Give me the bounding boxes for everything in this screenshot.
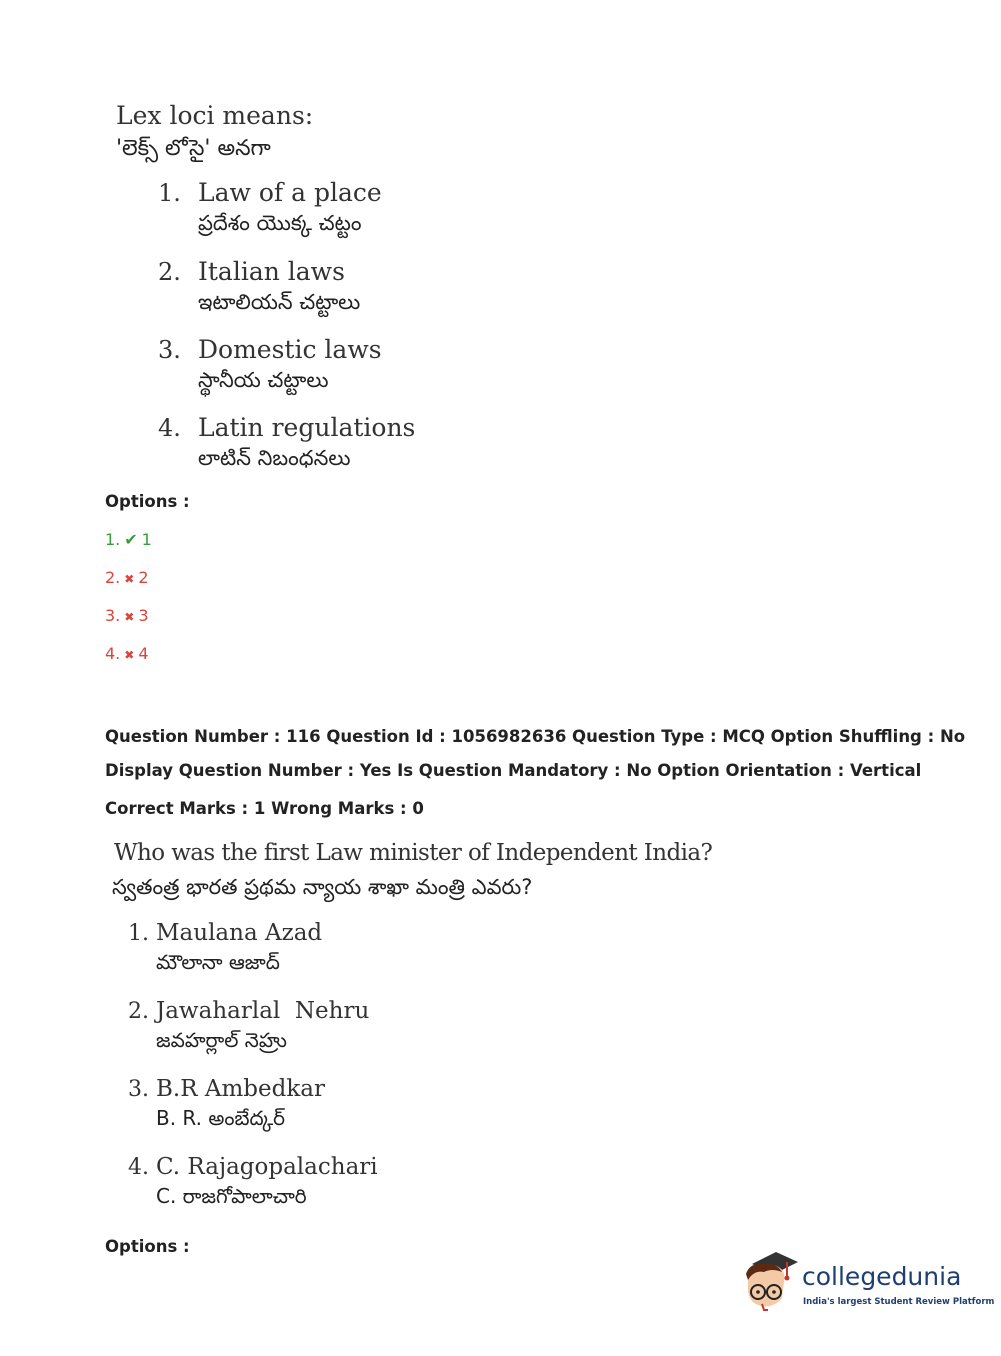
answer-option-3 — [105, 606, 149, 625]
option-number: 3. — [158, 336, 181, 364]
question-option-3 — [158, 335, 382, 398]
option-number: 4. — [128, 1155, 149, 1180]
answer-value: 2 — [138, 568, 149, 587]
question-meta-line-2: Display Question Number : Yes Is Question Mandatory : No Option Orientation : Vertical — [105, 761, 922, 780]
options-label: Options : — [105, 1237, 190, 1256]
option-text-en: Latin regulations — [198, 413, 416, 442]
answer-prefix: 4. — [105, 644, 121, 663]
option-text-en: Jawaharlal Nehru — [156, 998, 370, 1024]
question-meta-line-1: Question Number : 116 Question Id : 1056982636 Question Type : MCQ Option Shuffling : No — [105, 727, 966, 746]
question-option-4 — [128, 1154, 378, 1213]
answer-value: 3 — [138, 606, 149, 625]
question-option-4 — [158, 413, 415, 476]
option-number: 2. — [128, 999, 149, 1024]
question-option-3 — [128, 1076, 325, 1135]
option-text-en: Domestic laws — [198, 335, 382, 364]
check-icon: ✔ — [124, 530, 138, 549]
option-text-te: ప్రదేశం యొక్క చట్టం — [198, 211, 362, 235]
question-option-1 — [158, 178, 382, 241]
question-title-en: Who was the first Law minister of Independent India? — [114, 840, 713, 866]
logo-name: collegedunia — [802, 1262, 962, 1291]
option-number: 3. — [128, 1077, 149, 1102]
question-option-2 — [128, 998, 369, 1057]
option-text-te: ఇటాలియన్ చట్టాలు — [198, 290, 361, 314]
answer-value: 1 — [141, 530, 152, 549]
answer-prefix: 1. — [105, 530, 121, 549]
option-text-en: Maulana Azad — [156, 920, 323, 946]
question-title-te: 'లెక్స్ లోసై' అనగా — [116, 136, 271, 161]
answer-option-2 — [105, 568, 149, 587]
option-text-te: మౌలానా ఆజాద్ — [156, 950, 280, 974]
option-text-te: B. R. అంబేద్కర్ — [156, 1106, 285, 1130]
option-number: 4. — [158, 414, 181, 442]
option-number: 1. — [128, 921, 149, 946]
answer-option-4 — [105, 644, 149, 663]
cross-icon: ✖ — [124, 648, 135, 662]
answer-prefix: 2. — [105, 568, 121, 587]
option-text-en: C. Rajagopalachari — [156, 1154, 378, 1180]
option-text-te: లాటిన్ నిబంధనలు — [198, 446, 351, 470]
option-text-te: స్థానీయ చట్టాలు — [198, 368, 329, 392]
option-text-te: C. రాజగోపాలాచారి — [156, 1184, 307, 1208]
question-title-te: స్వతంత్ర భారత ప్రథమ న్యాయ శాఖా మంత్రి ఎవరు? — [112, 875, 533, 899]
option-text-te: జవహర్లాల్ నెహ్రు — [156, 1028, 287, 1052]
question-option-1 — [128, 920, 322, 979]
question-title-en: Lex loci means: — [116, 101, 314, 130]
mascot-icon — [742, 1250, 800, 1312]
option-number: 1. — [158, 179, 181, 207]
option-number: 2. — [158, 258, 181, 286]
answer-value: 4 — [138, 644, 149, 663]
question-option-2 — [158, 257, 360, 320]
option-text-en: B.R Ambedkar — [156, 1076, 325, 1102]
answer-prefix: 3. — [105, 606, 121, 625]
answer-option-1 — [105, 530, 152, 549]
cross-icon: ✖ — [124, 610, 135, 624]
option-text-en: Law of a place — [198, 178, 382, 207]
options-label: Options : — [105, 492, 190, 511]
collegedunia-logo — [742, 1250, 995, 1320]
cross-icon: ✖ — [124, 572, 135, 586]
option-text-en: Italian laws — [198, 257, 345, 286]
question-meta-line-3: Correct Marks : 1 Wrong Marks : 0 — [105, 799, 424, 818]
logo-tagline: India's largest Student Review Platform — [803, 1297, 995, 1307]
